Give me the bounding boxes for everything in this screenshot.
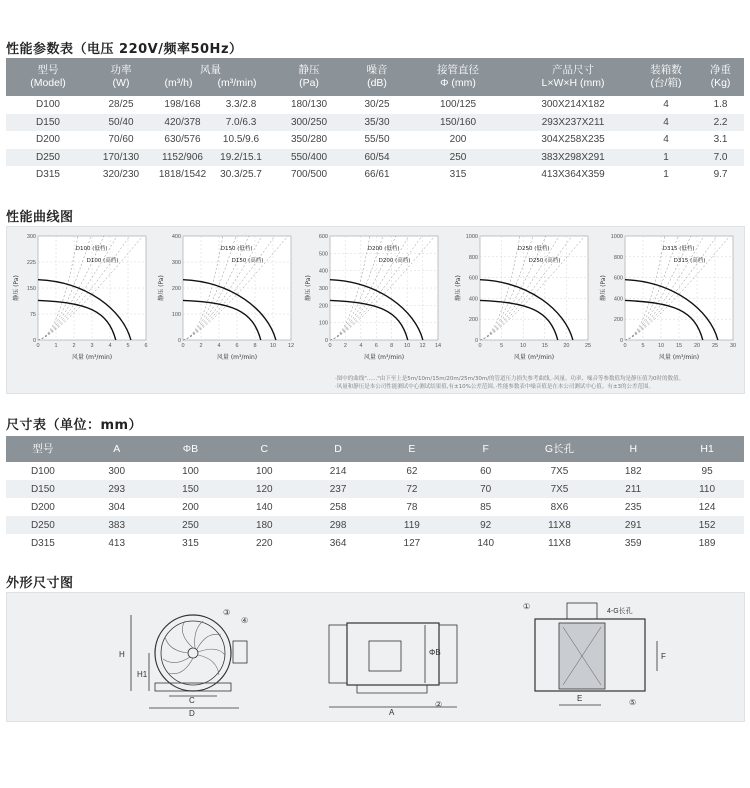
dim-header-f: F	[449, 436, 523, 462]
cell: 3.1	[713, 134, 728, 146]
cell: 300	[108, 465, 126, 477]
high-speed-label: D315 (高档)	[673, 258, 706, 264]
y-tick-label: 500	[318, 251, 328, 258]
cell: 315	[449, 169, 467, 181]
y-tick-label: 200	[318, 303, 328, 310]
cell: 300X214X182	[541, 99, 605, 111]
cell: 4	[663, 134, 669, 146]
cell: 211	[596, 480, 670, 498]
dim-header-a: A	[80, 436, 154, 462]
cell: 140	[255, 501, 273, 513]
cell: 19.2/15.1	[213, 149, 269, 167]
curve-note-2: ·风量和静压是本公司性能测试中心测试结果值,有±10%公差范围。·性能参数表中噪音值是在本公司测试中心值。有±3的公差范围。	[335, 384, 654, 390]
cell: 9.7	[713, 169, 728, 181]
high-speed-label: D200 (高档)	[378, 258, 411, 264]
label-d: D	[189, 709, 195, 718]
perf-header-airflow: 风量 (m³/h) (m³/min)	[152, 58, 269, 96]
x-tick-label: 0	[36, 343, 40, 349]
x-axis-label: 风量 (m³/min)	[513, 354, 555, 360]
y-tick-label: 200	[613, 317, 623, 324]
dim-table	[6, 436, 744, 552]
cell: 383	[80, 516, 154, 534]
cell: 11X8	[548, 537, 571, 549]
perf-row	[6, 149, 744, 167]
label-h1: H1	[137, 670, 148, 679]
cell: 7X5	[550, 465, 569, 477]
x-tick-label: 20	[693, 343, 701, 349]
label-b: ΦB	[429, 648, 441, 657]
dim-header-h1: H1	[670, 436, 744, 462]
perf-header-weight: 净重 (Kg)	[697, 58, 744, 96]
y-axis-label: 静压 (Pa)	[13, 275, 20, 301]
cell: 170/130	[90, 149, 152, 167]
y-tick-label: 400	[468, 296, 478, 303]
y-tick-label: 1000	[610, 234, 623, 240]
y-tick-label: 800	[468, 254, 478, 261]
cell: 50/40	[90, 114, 152, 132]
cell: 110	[670, 480, 744, 498]
cell: 220	[255, 537, 273, 549]
label-c: C	[189, 696, 195, 705]
cell: 7X5	[523, 480, 597, 498]
cell: 214	[329, 465, 347, 477]
cell: 150	[154, 480, 228, 498]
y-tick-label: 600	[318, 234, 328, 240]
y-axis-label: 静压 (Pa)	[600, 275, 607, 301]
dim-header-b: ΦB	[154, 436, 228, 462]
cell: 60	[480, 465, 492, 477]
y-axis-label: 静压 (Pa)	[455, 275, 462, 301]
cell: 100	[255, 465, 273, 477]
x-tick-label: 5	[500, 343, 504, 349]
low-speed-label: D200 (低档)	[367, 246, 400, 252]
x-tick-label: 12	[419, 343, 426, 349]
cell: 200	[449, 134, 467, 146]
cell: D200	[36, 134, 60, 146]
perf-table	[6, 58, 744, 184]
dim-header-model: 型号	[6, 436, 80, 462]
perf-section-title: 性能参数表（电压 220V/频率50Hz）	[6, 42, 243, 57]
x-tick-label: 2	[343, 343, 347, 349]
y-tick-label: 225	[26, 260, 36, 266]
label-1: ①	[523, 602, 531, 611]
dim-row	[6, 480, 744, 498]
x-tick-label: 10	[520, 343, 527, 349]
dim-header-h: H	[596, 436, 670, 462]
perf-row	[6, 166, 744, 184]
y-tick-label: 600	[613, 275, 623, 282]
dim-section-title: 尺寸表（单位：mm）	[6, 418, 143, 433]
label-a: A	[389, 708, 395, 717]
cell: 7.0/6.3	[213, 114, 269, 132]
cell: 4	[635, 114, 697, 132]
cell: 55/50	[364, 134, 390, 146]
label-h: H	[119, 650, 125, 659]
cell: 383X298X291	[511, 149, 635, 167]
x-tick-label: 0	[328, 343, 332, 349]
cell: 1	[663, 169, 669, 181]
cell: 60/54	[349, 149, 405, 167]
cell: 413	[108, 537, 126, 549]
dim-header-row	[6, 436, 744, 462]
cell: 298	[301, 516, 375, 534]
dim-header-g: G长孔	[523, 436, 597, 462]
curve-chart-5	[597, 232, 737, 360]
y-tick-label: 100	[318, 320, 328, 327]
label-2: ②	[435, 700, 443, 709]
dim-header-e: E	[375, 436, 449, 462]
cell: 100	[182, 465, 199, 477]
cell: 70	[449, 480, 523, 498]
cell: 92	[449, 516, 523, 534]
y-tick-label: 0	[619, 338, 623, 344]
label-e: E	[577, 694, 583, 703]
cell: 8X6	[550, 501, 569, 513]
perf-header-size: 产品尺寸 L×W×H (mm)	[511, 58, 635, 96]
dim-row	[6, 534, 744, 552]
cell: 293	[80, 480, 154, 498]
y-tick-label: 150	[26, 286, 36, 292]
cell: 127	[403, 537, 421, 549]
y-tick-label: 200	[171, 286, 181, 292]
cell: 1	[635, 149, 697, 167]
low-speed-label: D250 (低档)	[517, 246, 550, 252]
x-tick-label: 12	[287, 343, 295, 349]
x-tick-label: 6	[235, 343, 239, 349]
curve-note-1: ·图中的曲线"......"由下至上是5m/10m/15m/20m/25m/30m/的管道压力损失参考曲线。·风量、功率、噪音等参数值均是静压值为0时的数值。	[335, 376, 685, 382]
perf-header-row	[6, 58, 744, 96]
cell: 119	[375, 516, 449, 534]
cell: 95	[701, 465, 713, 477]
y-tick-label: 0	[177, 338, 181, 344]
cell: D150	[6, 114, 90, 132]
x-axis-label: 风量 (m³/min)	[658, 354, 700, 360]
cell: 10.5/9.6	[222, 134, 260, 146]
y-tick-label: 200	[468, 317, 478, 324]
label-3: ③	[223, 608, 231, 617]
y-tick-label: 100	[171, 312, 181, 318]
x-tick-label: 8	[253, 343, 257, 349]
dim-header-c: C	[227, 436, 301, 462]
curve-chart-2	[155, 232, 295, 360]
x-tick-label: 4	[217, 343, 221, 349]
cell: 78	[406, 501, 418, 513]
cell: D315	[36, 169, 60, 181]
y-tick-label: 300	[171, 260, 181, 266]
label-g: 4-G长孔	[607, 608, 633, 615]
cell: D150	[6, 480, 80, 498]
label-5: ⑤	[629, 698, 637, 707]
cell: 700/500	[290, 169, 328, 181]
cell: 66/61	[364, 169, 390, 181]
dim-row	[6, 462, 744, 480]
cell: 30.3/25.7	[220, 169, 262, 181]
cell: 420/378	[152, 114, 213, 132]
x-tick-label: 10	[404, 343, 411, 349]
x-tick-label: 10	[657, 343, 665, 349]
x-axis-label: 风量 (m³/min)	[216, 354, 258, 360]
curve-chart-3	[302, 232, 442, 360]
cell: 293X237X211	[511, 114, 635, 132]
x-tick-label: 2	[72, 343, 76, 349]
cell: 62	[406, 465, 418, 477]
outline-drawing	[7, 593, 744, 721]
cell: 85	[480, 501, 492, 513]
cell: 124	[698, 501, 716, 513]
cell: 237	[301, 480, 375, 498]
high-speed-label: D100 (高档)	[86, 258, 119, 264]
label-f: F	[661, 652, 666, 661]
y-axis-label: 静压 (Pa)	[305, 275, 312, 301]
cell: 320/230	[102, 169, 140, 181]
cell: 300/250	[269, 114, 349, 132]
y-tick-label: 800	[613, 254, 623, 261]
y-tick-label: 0	[474, 338, 478, 344]
cell: 70/60	[108, 134, 134, 146]
dim-header-d: D	[301, 436, 375, 462]
cell: 1.8	[713, 99, 728, 111]
perf-header-pressure: 静压 (Pa)	[269, 58, 349, 96]
x-tick-label: 25	[584, 343, 592, 349]
cell: 11X8	[523, 516, 597, 534]
y-tick-label: 1000	[465, 234, 478, 240]
x-tick-label: 0	[623, 343, 627, 349]
cell: 4	[663, 99, 669, 111]
x-tick-label: 5	[641, 343, 645, 349]
cell: 413X364X359	[541, 169, 605, 181]
x-tick-label: 0	[181, 343, 185, 349]
cell: 3.3/2.8	[225, 99, 257, 111]
fan-front-view	[131, 615, 247, 708]
cell: 350/280	[290, 134, 328, 146]
cell: 359	[624, 537, 642, 549]
low-speed-label: D315 (低档)	[662, 246, 695, 252]
x-tick-label: 15	[675, 343, 683, 349]
y-tick-label: 300	[318, 286, 328, 292]
high-speed-label: D150 (高档)	[231, 258, 264, 264]
cell: 72	[375, 480, 449, 498]
y-tick-label: 0	[324, 338, 328, 344]
curve-chart-1	[10, 232, 150, 360]
cell: 182	[624, 465, 642, 477]
cell: 180/130	[290, 99, 328, 111]
cell: 152	[670, 516, 744, 534]
outline-panel	[6, 592, 745, 722]
cell: 30/25	[364, 99, 390, 111]
cell: 630/576	[164, 134, 201, 146]
x-tick-label: 4	[108, 343, 112, 349]
x-tick-label: 15	[541, 343, 548, 349]
x-tick-label: 0	[478, 343, 482, 349]
cell: 120	[227, 480, 301, 498]
cell: 235	[624, 501, 642, 513]
low-speed-label: D150 (低档)	[220, 246, 253, 252]
cell: 304X258X235	[541, 134, 605, 146]
x-tick-label: 30	[729, 343, 737, 349]
x-tick-label: 5	[126, 343, 130, 349]
cell: 291	[596, 516, 670, 534]
cell: 140	[477, 537, 495, 549]
cell: 150/160	[405, 114, 511, 132]
perf-header-duct: 接管直径 Φ (mm)	[405, 58, 511, 96]
y-tick-label: 300	[26, 234, 36, 240]
perf-header-power: 功率 (W)	[90, 58, 152, 96]
perf-header-pack: 装箱数 (台/箱)	[635, 58, 697, 96]
x-tick-label: 3	[90, 343, 94, 349]
label-4: ④	[241, 616, 249, 625]
dim-row	[6, 498, 744, 516]
x-axis-label: 风量 (m³/min)	[363, 354, 405, 360]
perf-row	[6, 114, 744, 132]
cell: 2.2	[697, 114, 744, 132]
cell: 315	[182, 537, 199, 549]
high-speed-label: D250 (高档)	[528, 258, 561, 264]
x-tick-label: 25	[711, 343, 719, 349]
cell: 35/30	[349, 114, 405, 132]
cell: D250	[6, 149, 90, 167]
x-axis-label: 风量 (m³/min)	[71, 354, 113, 360]
x-tick-label: 1	[54, 343, 58, 349]
y-tick-label: 400	[613, 296, 623, 303]
dim-row	[6, 516, 744, 534]
cell: 28/25	[108, 99, 134, 111]
cell: 100/125	[439, 99, 477, 111]
cell: 1818/1542	[158, 169, 207, 181]
cell: 180	[227, 516, 301, 534]
cell: 7.0	[697, 149, 744, 167]
fan-top-view	[535, 603, 657, 705]
x-tick-label: 8	[390, 343, 394, 349]
curve-chart-4	[452, 232, 592, 360]
perf-row	[6, 96, 744, 114]
x-tick-label: 14	[434, 343, 442, 349]
y-tick-label: 400	[171, 234, 181, 240]
cell: 250	[405, 149, 511, 167]
cell: 364	[329, 537, 347, 549]
x-tick-label: 10	[269, 343, 277, 349]
cell: 198/168	[164, 99, 201, 111]
y-tick-label: 600	[468, 275, 478, 282]
cell: D250	[6, 516, 80, 534]
cell: 258	[329, 501, 347, 513]
cell: 1152/906	[152, 149, 213, 167]
x-tick-label: 2	[199, 343, 203, 349]
cell: 304	[108, 501, 126, 513]
y-tick-label: 0	[32, 338, 36, 344]
x-tick-label: 6	[144, 343, 148, 349]
perf-header-model: 型号 (Model)	[6, 58, 90, 96]
x-tick-label: 20	[563, 343, 570, 349]
cell: D200	[30, 501, 55, 513]
cell: D100	[30, 465, 55, 477]
y-axis-label: 静压 (Pa)	[158, 275, 165, 301]
y-tick-label: 400	[318, 268, 328, 275]
cell: 550/400	[269, 149, 349, 167]
outline-section-title: 外形尺寸图	[6, 576, 74, 591]
cell: 200	[182, 501, 199, 513]
x-tick-label: 4	[359, 343, 363, 349]
perf-header-noise: 噪音 (dB)	[349, 58, 405, 96]
cell: D100	[36, 99, 60, 111]
y-tick-label: 75	[29, 312, 36, 318]
curve-section-title: 性能曲线图	[6, 210, 74, 225]
fan-side-view	[329, 623, 457, 707]
low-speed-label: D100 (低档)	[75, 246, 108, 252]
x-tick-label: 6	[374, 343, 378, 349]
cell: 189	[698, 537, 716, 549]
cell: 250	[154, 516, 228, 534]
perf-row	[6, 131, 744, 149]
cell: D315	[30, 537, 55, 549]
